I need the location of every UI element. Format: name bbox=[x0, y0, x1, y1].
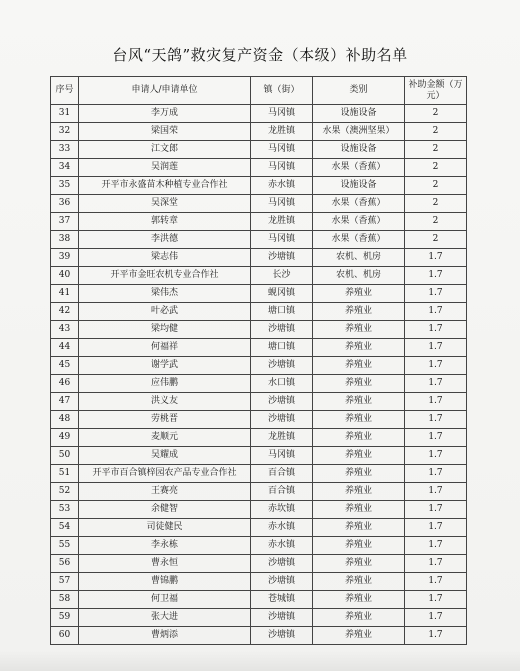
cell-amount: 1.7 bbox=[405, 357, 467, 375]
cell-town: 沙塘镇 bbox=[251, 249, 313, 267]
cell-category: 养殖业 bbox=[313, 411, 405, 429]
cell-amount: 1.7 bbox=[405, 591, 467, 609]
cell-category: 养殖业 bbox=[313, 573, 405, 591]
cell-amount: 1.7 bbox=[405, 249, 467, 267]
table-row bbox=[51, 555, 467, 573]
cell-town: 赤水镇 bbox=[251, 177, 313, 195]
cell-town: 马冈镇 bbox=[251, 195, 313, 213]
cell-category: 养殖业 bbox=[313, 393, 405, 411]
cell-row-index: 51 bbox=[51, 465, 79, 483]
table-row bbox=[51, 501, 467, 519]
cell-amount: 1.7 bbox=[405, 375, 467, 393]
cell-applicant-name: 余健智 bbox=[79, 501, 251, 519]
cell-row-index: 41 bbox=[51, 285, 79, 303]
cell-town: 马冈镇 bbox=[251, 231, 313, 249]
cell-applicant-name: 李永栋 bbox=[79, 537, 251, 555]
table-row bbox=[51, 123, 467, 141]
cell-amount: 1.7 bbox=[405, 555, 467, 573]
cell-applicant-name: 江文郎 bbox=[79, 141, 251, 159]
table-row bbox=[51, 213, 467, 231]
cell-row-index: 44 bbox=[51, 339, 79, 357]
table-row bbox=[51, 267, 467, 285]
cell-amount: 1.7 bbox=[405, 537, 467, 555]
cell-category: 养殖业 bbox=[313, 609, 405, 627]
cell-amount: 1.7 bbox=[405, 627, 467, 645]
cell-applicant-name: 曹永恒 bbox=[79, 555, 251, 573]
cell-row-index: 48 bbox=[51, 411, 79, 429]
cell-row-index: 38 bbox=[51, 231, 79, 249]
cell-town: 水口镇 bbox=[251, 375, 313, 393]
cell-row-index: 50 bbox=[51, 447, 79, 465]
cell-row-index: 33 bbox=[51, 141, 79, 159]
cell-applicant-name: 曹炳添 bbox=[79, 627, 251, 645]
cell-row-index: 32 bbox=[51, 123, 79, 141]
cell-category: 农机、机房 bbox=[313, 249, 405, 267]
table-row bbox=[51, 627, 467, 645]
cell-amount: 2 bbox=[405, 213, 467, 231]
cell-town: 马冈镇 bbox=[251, 447, 313, 465]
cell-category: 养殖业 bbox=[313, 519, 405, 537]
cell-category: 水果（香蕉） bbox=[313, 213, 405, 231]
header-town: 镇（街） bbox=[251, 77, 313, 105]
cell-row-index: 55 bbox=[51, 537, 79, 555]
cell-category: 养殖业 bbox=[313, 429, 405, 447]
header-amount: 补助金额（万元） bbox=[405, 77, 467, 105]
cell-category: 水果（香蕉） bbox=[313, 159, 405, 177]
cell-applicant-name: 李万成 bbox=[79, 105, 251, 123]
table-row bbox=[51, 573, 467, 591]
cell-town: 沙塘镇 bbox=[251, 321, 313, 339]
cell-row-index: 57 bbox=[51, 573, 79, 591]
cell-category: 水果（澳洲坚果） bbox=[313, 123, 405, 141]
cell-row-index: 35 bbox=[51, 177, 79, 195]
cell-row-index: 43 bbox=[51, 321, 79, 339]
cell-applicant-name: 何福祥 bbox=[79, 339, 251, 357]
table-row bbox=[51, 249, 467, 267]
cell-category: 养殖业 bbox=[313, 339, 405, 357]
cell-applicant-name: 张大进 bbox=[79, 609, 251, 627]
cell-category: 养殖业 bbox=[313, 627, 405, 645]
table-row bbox=[51, 177, 467, 195]
cell-amount: 1.7 bbox=[405, 285, 467, 303]
cell-town: 蚬冈镇 bbox=[251, 285, 313, 303]
cell-town: 沙塘镇 bbox=[251, 573, 313, 591]
cell-amount: 1.7 bbox=[405, 303, 467, 321]
cell-town: 赤坎镇 bbox=[251, 501, 313, 519]
cell-town: 沙塘镇 bbox=[251, 609, 313, 627]
cell-amount: 1.7 bbox=[405, 573, 467, 591]
cell-row-index: 54 bbox=[51, 519, 79, 537]
table-row bbox=[51, 429, 467, 447]
table-row bbox=[51, 357, 467, 375]
cell-row-index: 31 bbox=[51, 105, 79, 123]
cell-category: 设施设备 bbox=[313, 141, 405, 159]
cell-town: 沙塘镇 bbox=[251, 411, 313, 429]
table-row bbox=[51, 321, 467, 339]
cell-town: 塘口镇 bbox=[251, 339, 313, 357]
table-row bbox=[51, 105, 467, 123]
header-category: 类别 bbox=[313, 77, 405, 105]
cell-amount: 1.7 bbox=[405, 447, 467, 465]
cell-amount: 1.7 bbox=[405, 321, 467, 339]
cell-row-index: 58 bbox=[51, 591, 79, 609]
cell-town: 百合镇 bbox=[251, 483, 313, 501]
cell-town: 龙胜镇 bbox=[251, 429, 313, 447]
cell-town: 沙塘镇 bbox=[251, 357, 313, 375]
cell-town: 沙塘镇 bbox=[251, 393, 313, 411]
cell-amount: 1.7 bbox=[405, 393, 467, 411]
cell-applicant-name: 王赛亮 bbox=[79, 483, 251, 501]
table-row bbox=[51, 591, 467, 609]
cell-category: 养殖业 bbox=[313, 375, 405, 393]
cell-town: 马冈镇 bbox=[251, 159, 313, 177]
cell-applicant-name: 开平市永盛苗木种植专业合作社 bbox=[79, 177, 251, 195]
cell-row-index: 46 bbox=[51, 375, 79, 393]
cell-category: 农机、机房 bbox=[313, 267, 405, 285]
table-row bbox=[51, 483, 467, 501]
cell-town: 塘口镇 bbox=[251, 303, 313, 321]
table-row bbox=[51, 231, 467, 249]
cell-applicant-name: 梁伟杰 bbox=[79, 285, 251, 303]
table-row bbox=[51, 609, 467, 627]
cell-category: 水果（香蕉） bbox=[313, 195, 405, 213]
table-row bbox=[51, 285, 467, 303]
cell-applicant-name: 梁国荣 bbox=[79, 123, 251, 141]
cell-row-index: 59 bbox=[51, 609, 79, 627]
cell-row-index: 56 bbox=[51, 555, 79, 573]
cell-amount: 1.7 bbox=[405, 501, 467, 519]
table-body bbox=[51, 105, 467, 645]
cell-applicant-name: 曹锦鹏 bbox=[79, 573, 251, 591]
cell-amount: 1.7 bbox=[405, 609, 467, 627]
cell-town: 龙胜镇 bbox=[251, 123, 313, 141]
cell-applicant-name: 梁均健 bbox=[79, 321, 251, 339]
cell-amount: 2 bbox=[405, 105, 467, 123]
cell-town: 沙塘镇 bbox=[251, 555, 313, 573]
cell-applicant-name: 司徒健民 bbox=[79, 519, 251, 537]
cell-row-index: 47 bbox=[51, 393, 79, 411]
cell-applicant-name: 麦顺元 bbox=[79, 429, 251, 447]
cell-applicant-name: 开平市百合镇梓园农产品专业合作社 bbox=[79, 465, 251, 483]
cell-amount: 2 bbox=[405, 123, 467, 141]
cell-applicant-name: 郭转章 bbox=[79, 213, 251, 231]
cell-applicant-name: 梁志伟 bbox=[79, 249, 251, 267]
cell-amount: 2 bbox=[405, 141, 467, 159]
cell-category: 养殖业 bbox=[313, 555, 405, 573]
cell-category: 养殖业 bbox=[313, 447, 405, 465]
table-row bbox=[51, 195, 467, 213]
cell-category: 养殖业 bbox=[313, 501, 405, 519]
table-row bbox=[51, 537, 467, 555]
cell-category: 养殖业 bbox=[313, 591, 405, 609]
page-edge-shadow bbox=[0, 650, 520, 671]
cell-town: 百合镇 bbox=[251, 465, 313, 483]
cell-row-index: 45 bbox=[51, 357, 79, 375]
cell-applicant-name: 应伟鹏 bbox=[79, 375, 251, 393]
table-row bbox=[51, 303, 467, 321]
cell-amount: 1.7 bbox=[405, 465, 467, 483]
cell-town: 赤水镇 bbox=[251, 519, 313, 537]
cell-amount: 1.7 bbox=[405, 429, 467, 447]
table-row bbox=[51, 465, 467, 483]
cell-town: 龙胜镇 bbox=[251, 213, 313, 231]
cell-applicant-name: 吴耀成 bbox=[79, 447, 251, 465]
cell-applicant-name: 何卫福 bbox=[79, 591, 251, 609]
cell-amount: 2 bbox=[405, 177, 467, 195]
cell-amount: 1.7 bbox=[405, 339, 467, 357]
cell-row-index: 52 bbox=[51, 483, 79, 501]
cell-category: 设施设备 bbox=[313, 105, 405, 123]
cell-category: 养殖业 bbox=[313, 285, 405, 303]
cell-row-index: 37 bbox=[51, 213, 79, 231]
cell-applicant-name: 吴深堂 bbox=[79, 195, 251, 213]
cell-category: 养殖业 bbox=[313, 483, 405, 501]
cell-applicant-name: 吴润莲 bbox=[79, 159, 251, 177]
table-row bbox=[51, 375, 467, 393]
cell-applicant-name: 洪义友 bbox=[79, 393, 251, 411]
table-row bbox=[51, 519, 467, 537]
cell-category: 养殖业 bbox=[313, 537, 405, 555]
cell-row-index: 34 bbox=[51, 159, 79, 177]
cell-row-index: 60 bbox=[51, 627, 79, 645]
cell-town: 长沙 bbox=[251, 267, 313, 285]
cell-category: 设施设备 bbox=[313, 177, 405, 195]
cell-town: 沙塘镇 bbox=[251, 627, 313, 645]
cell-row-index: 42 bbox=[51, 303, 79, 321]
cell-row-index: 39 bbox=[51, 249, 79, 267]
table-row bbox=[51, 159, 467, 177]
table-header-row bbox=[51, 77, 467, 105]
cell-row-index: 40 bbox=[51, 267, 79, 285]
cell-applicant-name: 叶必武 bbox=[79, 303, 251, 321]
cell-category: 养殖业 bbox=[313, 357, 405, 375]
cell-amount: 1.7 bbox=[405, 519, 467, 537]
cell-amount: 2 bbox=[405, 231, 467, 249]
cell-applicant-name: 谢学武 bbox=[79, 357, 251, 375]
cell-category: 水果（香蕉） bbox=[313, 231, 405, 249]
cell-row-index: 53 bbox=[51, 501, 79, 519]
page-title: 台风“天鸽”救灾复产资金（本级）补助名单 bbox=[112, 46, 408, 64]
header-index: 序号 bbox=[51, 77, 79, 105]
header-applicant: 申请人/申请单位 bbox=[79, 77, 251, 105]
cell-applicant-name: 劳桃晋 bbox=[79, 411, 251, 429]
cell-row-index: 49 bbox=[51, 429, 79, 447]
table-row bbox=[51, 411, 467, 429]
cell-applicant-name: 开平市金旺农机专业合作社 bbox=[79, 267, 251, 285]
cell-category: 养殖业 bbox=[313, 465, 405, 483]
cell-row-index: 36 bbox=[51, 195, 79, 213]
cell-town: 苍城镇 bbox=[251, 591, 313, 609]
cell-amount: 1.7 bbox=[405, 483, 467, 501]
table-row bbox=[51, 447, 467, 465]
table-row bbox=[51, 141, 467, 159]
table-row bbox=[51, 393, 467, 411]
cell-town: 赤水镇 bbox=[251, 537, 313, 555]
subsidy-table bbox=[50, 76, 467, 645]
cell-category: 养殖业 bbox=[313, 321, 405, 339]
cell-amount: 2 bbox=[405, 159, 467, 177]
cell-applicant-name: 李洪德 bbox=[79, 231, 251, 249]
cell-amount: 2 bbox=[405, 195, 467, 213]
table-row bbox=[51, 339, 467, 357]
cell-amount: 1.7 bbox=[405, 267, 467, 285]
cell-town: 马冈镇 bbox=[251, 105, 313, 123]
cell-category: 养殖业 bbox=[313, 303, 405, 321]
cell-amount: 1.7 bbox=[405, 411, 467, 429]
cell-town: 马冈镇 bbox=[251, 141, 313, 159]
